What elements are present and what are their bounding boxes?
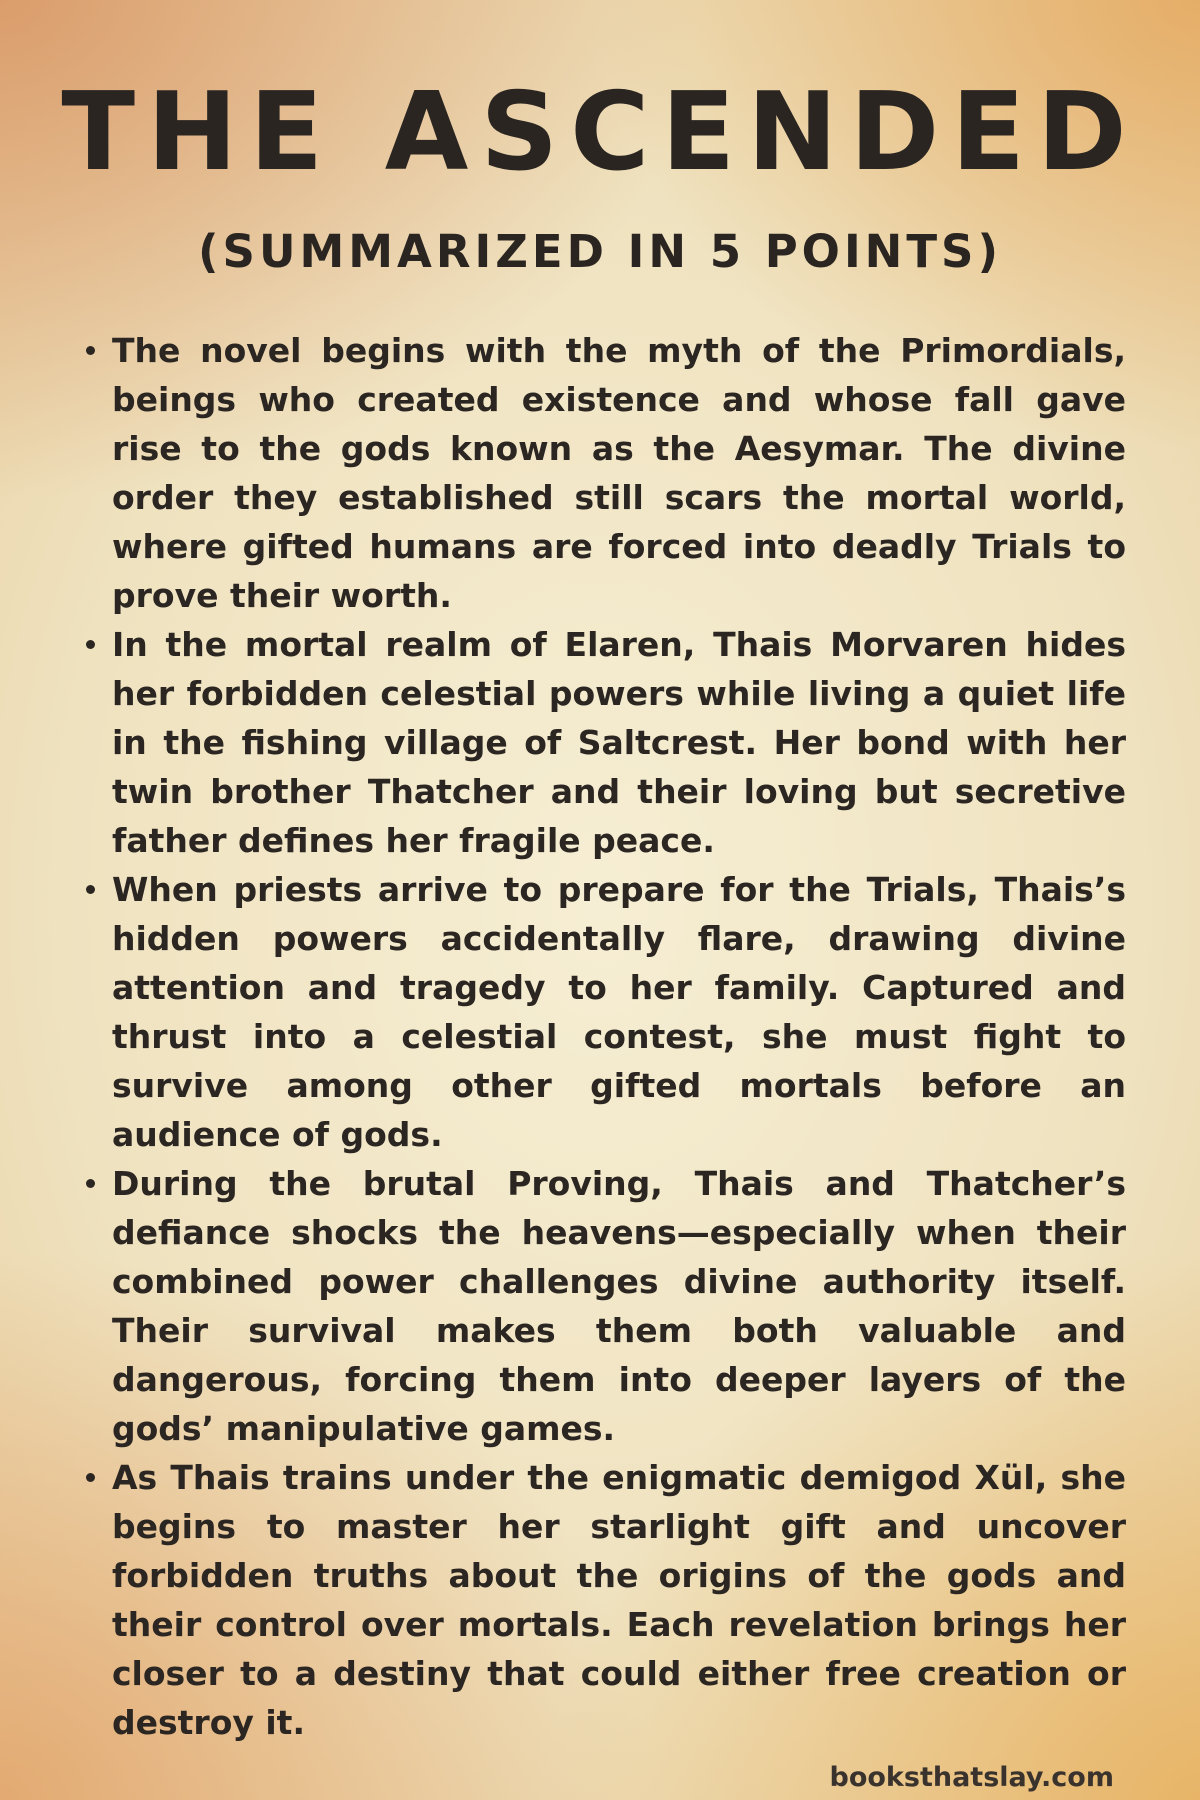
summary-point-2 [112,620,1126,865]
book-title: THE ASCENDED [61,70,1139,195]
subtitle: (SUMMARIZED IN 5 POINTS) [197,225,1003,278]
summary-point-4 [112,1159,1126,1453]
bullet-icon [86,1179,95,1188]
summary-point-3 [112,865,1126,1159]
summary-point-text: During the brutal Proving, Thais and Thatcher’s defiance shocks the heavens—especially when their combined power challenges divine authority itself. Their survival makes them both valuable and dangerous, forcing them into deeper layers of the gods’ manipulative games. [112,1164,1126,1448]
summary-point-text: In the mortal realm of Elaren, Thais Morvaren hides her forbidden celestial powers while living a quiet life in the fishing village of Saltcrest. Her bond with her twin brother Thatcher and their loving but secretive father defines her fragile peace. [112,625,1126,860]
source-website: booksthatslay.com [829,1762,1114,1793]
bullet-icon [86,346,95,355]
bullet-icon [86,885,95,894]
summary-point-text: As Thais trains under the enigmatic demigod Xül, she begins to master her starlight gift and uncover forbidden truths about the origins of the gods and their control over mortals. Each revelation brings her closer to a destiny that could either free creation or destroy it. [112,1458,1126,1742]
bullet-icon [86,1473,95,1482]
summary-point-text: When priests arrive to prepare for the Trials, Thais’s hidden powers accidentally flare, drawing divine attention and tragedy to her family. Captured and thrust into a celestial contest, she must fight to survive among other gifted mortals before an audience of gods. [112,870,1126,1154]
summary-point-text: The novel begins with the myth of the Primordials, beings who created existence and whose fall gave rise to the gods known as the Aesymar. The divine order they established still scars the mortal world, where gifted humans are forced into deadly Trials to prove their worth. [112,331,1126,615]
summary-point-5 [112,1453,1126,1747]
summary-points-list [112,326,1126,1747]
bullet-icon [86,640,95,649]
summary-point-1 [112,326,1126,620]
